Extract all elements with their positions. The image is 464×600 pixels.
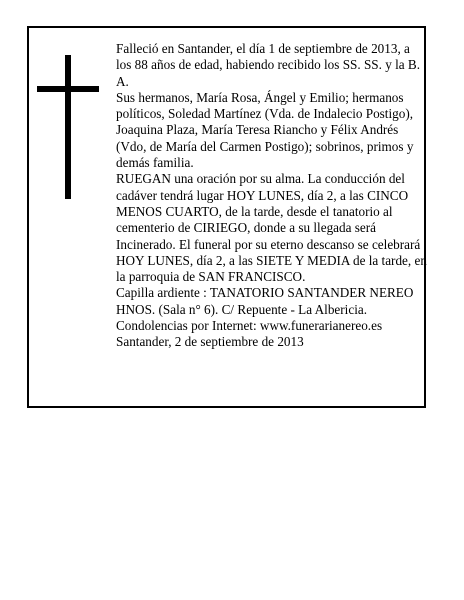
obituary-notice: [27, 26, 426, 408]
place-date: Santander, 2 de septiembre de 2013: [116, 334, 304, 350]
funeral-details: RUEGAN una oración por su alma. La conducción del cadáver tendrá lugar HOY LUNES, día 2, a las CINCO MENOS CUARTO, de la tarde, desde el tanatorio al cementerio de CIRIEGO, donde a su llegada será Incinerado. El funeral por su eterno descanso se celebrará HOY LUNES, día 2, a las SIETE Y MEDIA de la tarde, en la parroquia de SAN FRANCISCO.: [116, 171, 427, 285]
latin-cross-icon: [37, 55, 99, 199]
family-list: Sus hermanos, María Rosa, Ángel y Emilio; hermanos políticos, Soledad Martínez (Vda. de Indalecio Postigo), Joaquina Plaza, María Teresa Riancho y Félix Andrés (Vdo, de María del Carmen Postigo); sobrinos, primos y demás familia.: [116, 89, 414, 171]
notice-text: [116, 41, 428, 351]
cross-vertical-bar: [65, 55, 71, 199]
cross-horizontal-bar: [37, 86, 99, 92]
condolences-info: Condolencias por Internet: www.funerarianereo.es: [116, 318, 383, 334]
death-announcement: Falleció en Santander, el día 1 de septiembre de 2013, a los 88 años de edad, habiendo recibido los SS. SS. y la B. A.: [116, 41, 421, 89]
chapel-info: Capilla ardiente : TANATORIO SANTANDER NEREO HNOS. (Sala n° 6). C/ Repuente - La Albericia.: [116, 285, 414, 317]
